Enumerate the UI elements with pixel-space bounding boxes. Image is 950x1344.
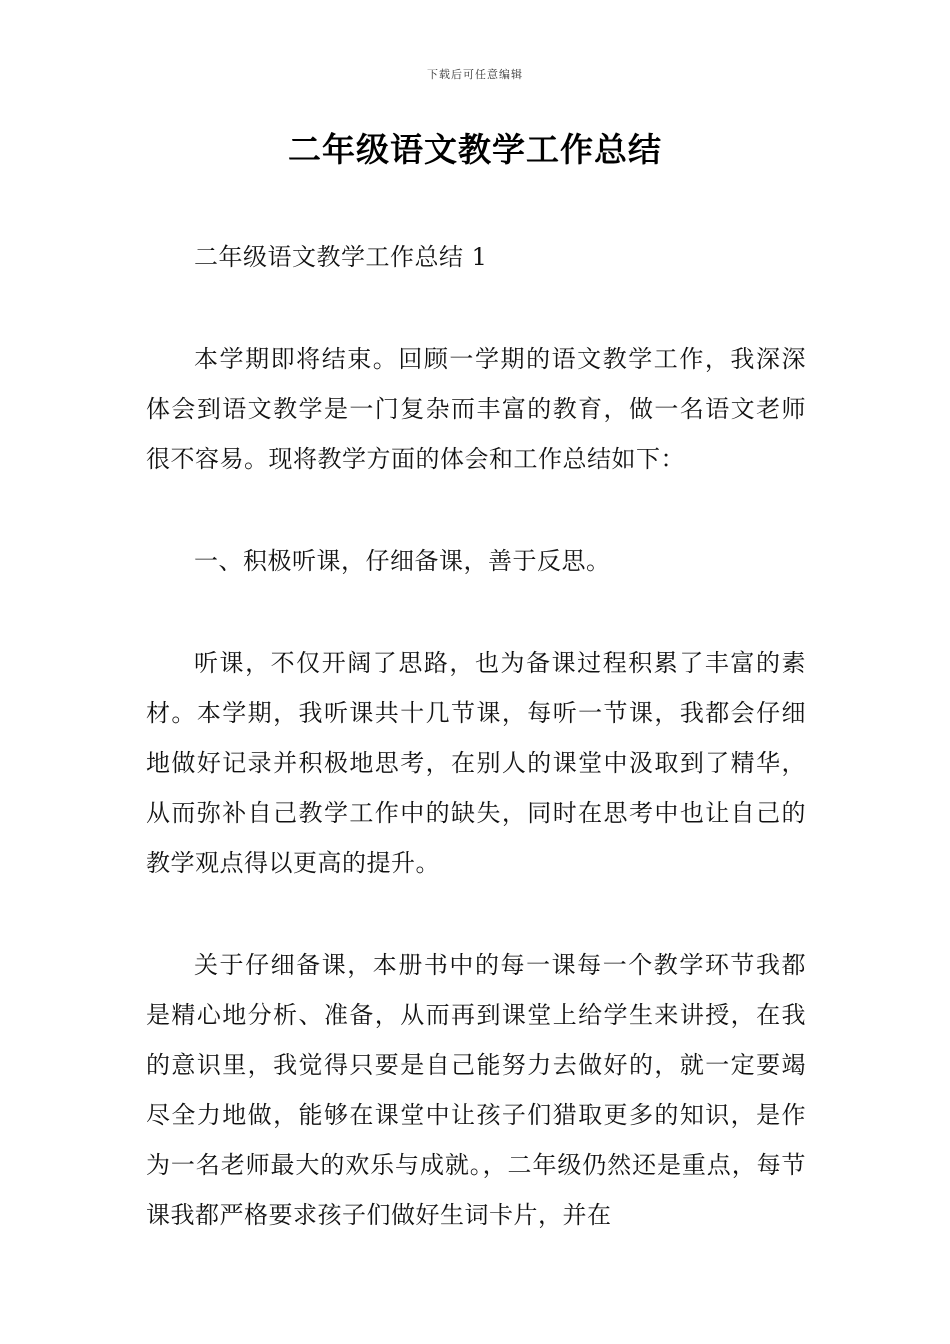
- paragraph-preparation: 关于仔细备课，本册书中的每一课每一个教学环节我都是精心地分析、准备，从而再到课堂上给学生来讲授，在我的意识里，我觉得只要是自己能努力去做好的，就一定要竭尽全力地做，能够在课堂中让孩子们猎取更多的知识，是作为一名老师最大的欢乐与成就。，二年级仍然还是重点，每节课我都严格要求孩子们做好生词卡片，并在: [146, 951, 806, 1229]
- section-heading: 二年级语文教学工作总结 1: [194, 243, 488, 271]
- header-note: 下载后可任意编辑: [427, 68, 523, 81]
- document-body: [146, 232, 806, 1292]
- paragraph-intro: 本学期即将结束。回顾一学期的语文教学工作，我深深体会到语文教学是一门复杂而丰富的教育，做一名语文老师很不容易。现将教学方面的体会和工作总结如下：: [146, 345, 806, 473]
- document-title: 二年级语文教学工作总结: [288, 130, 662, 169]
- paragraph-listening: 听课，不仅开阔了思路，也为备课过程积累了丰富的素材。本学期，我听课共十几节课，每听一节课，我都会仔细地做好记录并积极地思考，在别人的课堂中汲取到了精华，从而弥补自己教学工作中的缺失，同时在思考中也让自己的教学观点得以更高的提升。: [146, 649, 806, 877]
- section-subheading: 一、积极听课，仔细备课，善于反思。: [194, 547, 611, 575]
